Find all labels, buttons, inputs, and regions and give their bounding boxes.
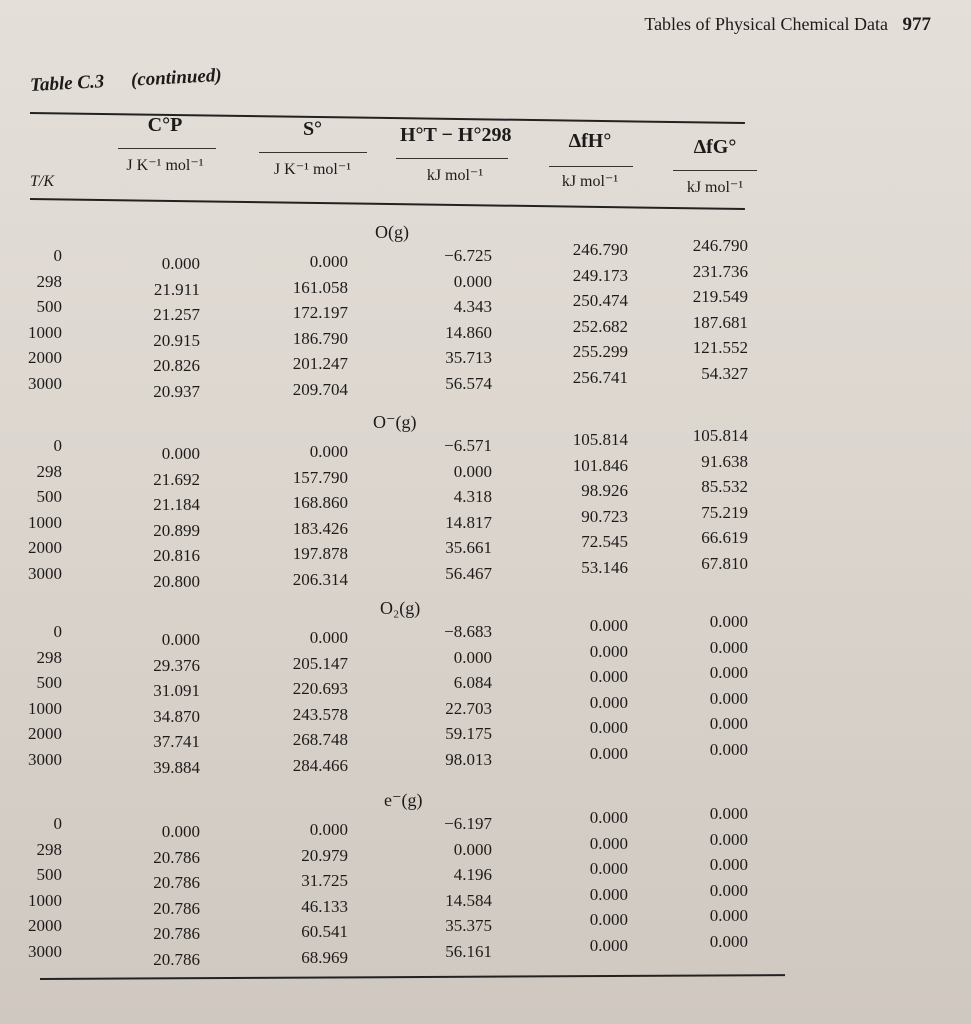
cell-enthalpy-increment: 0.000 bbox=[453, 461, 492, 481]
cell-gibbs-formation: 0.000 bbox=[709, 931, 748, 951]
cell-heat-capacity: 20.800 bbox=[153, 571, 200, 591]
cell-entropy: 201.247 bbox=[292, 354, 348, 373]
cell-gibbs-formation: 91.638 bbox=[701, 451, 748, 471]
running-head-title: Tables of Physical Chemical Data bbox=[644, 14, 888, 34]
cell-temperature: 298 bbox=[36, 461, 62, 481]
cell-heat-capacity: 20.786 bbox=[153, 847, 200, 867]
cell-temperature: 1000 bbox=[28, 322, 62, 342]
cell-temperature: 3000 bbox=[28, 941, 62, 961]
cell-temperature: 0 bbox=[53, 622, 62, 641]
cell-gibbs-formation: 0.000 bbox=[709, 714, 748, 733]
cell-enthalpy-formation: 90.723 bbox=[581, 506, 628, 526]
cell-temperature: 0 bbox=[53, 814, 62, 833]
cell-entropy: 197.878 bbox=[292, 544, 348, 563]
header-entropy-unit: J K⁻¹ mol⁻¹ bbox=[273, 161, 352, 178]
species-label: O(g) bbox=[375, 222, 409, 242]
header-heat-capacity-unit: J K⁻¹ mol⁻¹ bbox=[126, 157, 204, 174]
cell-temperature: 2000 bbox=[28, 538, 62, 557]
cell-gibbs-formation: 0.000 bbox=[709, 906, 748, 925]
cell-entropy: 0.000 bbox=[309, 252, 348, 271]
cell-entropy: 168.860 bbox=[292, 493, 348, 512]
cell-temperature: 1000 bbox=[28, 512, 62, 532]
species-label: e⁻(g) bbox=[384, 790, 423, 810]
cell-entropy: 220.693 bbox=[292, 679, 348, 698]
cell-temperature: 3000 bbox=[28, 749, 62, 769]
cell-enthalpy-formation: 249.173 bbox=[572, 265, 628, 285]
cell-enthalpy-formation: 0.000 bbox=[589, 667, 628, 686]
cell-gibbs-formation: 66.619 bbox=[701, 528, 748, 547]
cell-entropy: 172.197 bbox=[292, 303, 348, 322]
cell-gibbs-formation: 219.549 bbox=[692, 287, 748, 306]
cell-enthalpy-formation: 255.299 bbox=[572, 342, 628, 361]
species-label: O⁻(g) bbox=[373, 412, 417, 432]
cell-temperature: 3000 bbox=[28, 373, 62, 393]
cell-enthalpy-increment: 56.467 bbox=[445, 563, 492, 583]
cell-heat-capacity: 20.786 bbox=[153, 898, 200, 918]
cell-temperature: 3000 bbox=[28, 563, 62, 583]
cell-heat-capacity: 20.786 bbox=[153, 949, 200, 969]
table-header-rule bbox=[30, 198, 745, 210]
cell-gibbs-formation: 0.000 bbox=[709, 829, 748, 849]
cell-temperature: 298 bbox=[36, 647, 62, 667]
cell-heat-capacity: 39.884 bbox=[153, 757, 200, 777]
cell-gibbs-formation: 85.532 bbox=[701, 477, 748, 496]
cell-enthalpy-increment: 0.000 bbox=[453, 839, 492, 859]
cell-entropy: 0.000 bbox=[309, 628, 348, 647]
cell-entropy: 186.790 bbox=[292, 328, 348, 348]
cell-temperature: 500 bbox=[36, 297, 62, 316]
table-continued: (continued) bbox=[130, 64, 223, 91]
cell-enthalpy-increment: 56.574 bbox=[445, 373, 492, 393]
cell-enthalpy-formation: 0.000 bbox=[589, 641, 628, 661]
cell-heat-capacity: 21.911 bbox=[153, 279, 200, 299]
cell-heat-capacity: 20.899 bbox=[153, 520, 200, 540]
cell-temperature: 298 bbox=[36, 839, 62, 859]
cell-enthalpy-formation: 0.000 bbox=[589, 859, 628, 878]
cell-temperature: 500 bbox=[36, 865, 62, 884]
cell-entropy: 157.790 bbox=[292, 467, 348, 487]
cell-enthalpy-formation: 0.000 bbox=[589, 935, 628, 955]
header-enthalpy-formation-unit: kJ mol⁻¹ bbox=[561, 173, 619, 190]
cell-gibbs-formation: 0.000 bbox=[709, 880, 748, 900]
cell-heat-capacity: 20.937 bbox=[153, 381, 200, 401]
cell-entropy: 161.058 bbox=[292, 277, 348, 297]
cell-heat-capacity: 34.870 bbox=[153, 706, 200, 726]
cell-enthalpy-increment: −6.571 bbox=[444, 436, 492, 455]
cell-gibbs-formation: 0.000 bbox=[709, 804, 748, 823]
cell-enthalpy-formation: 252.682 bbox=[572, 316, 628, 336]
cell-gibbs-formation: 75.219 bbox=[701, 502, 748, 522]
cell-enthalpy-increment: 35.713 bbox=[445, 348, 492, 367]
cell-entropy: 68.969 bbox=[301, 947, 348, 967]
cell-heat-capacity: 20.915 bbox=[153, 330, 200, 350]
cell-heat-capacity: 21.692 bbox=[153, 469, 200, 489]
cell-entropy: 60.541 bbox=[301, 922, 348, 941]
cell-enthalpy-increment: 14.584 bbox=[445, 890, 492, 910]
cell-entropy: 0.000 bbox=[309, 442, 348, 461]
cell-entropy: 183.426 bbox=[292, 518, 348, 538]
cell-enthalpy-formation: 0.000 bbox=[589, 718, 628, 737]
cell-enthalpy-formation: 250.474 bbox=[572, 291, 628, 310]
cell-enthalpy-formation: 0.000 bbox=[589, 884, 628, 904]
cell-enthalpy-formation: 105.814 bbox=[572, 430, 628, 449]
running-head bbox=[644, 14, 931, 36]
header-gibbs-formation-symbol: ΔfG° bbox=[693, 136, 737, 158]
header-enthalpy-formation-symbol: ΔfH° bbox=[568, 130, 612, 152]
cell-gibbs-formation: 105.814 bbox=[692, 426, 748, 445]
cell-temperature: 0 bbox=[53, 246, 62, 265]
cell-enthalpy-formation: 246.790 bbox=[572, 240, 628, 259]
cell-enthalpy-increment: 6.084 bbox=[453, 673, 492, 692]
cell-enthalpy-formation: 0.000 bbox=[589, 833, 628, 853]
header-heat-capacity bbox=[100, 114, 230, 175]
header-enthalpy-increment bbox=[400, 124, 510, 185]
cell-enthalpy-increment: 4.343 bbox=[453, 297, 492, 316]
cell-gibbs-formation: 0.000 bbox=[709, 612, 748, 631]
header-enthalpy-increment-symbol: H°T − H°298 bbox=[400, 124, 512, 146]
cell-enthalpy-increment: 14.817 bbox=[445, 512, 492, 532]
cell-enthalpy-increment: 0.000 bbox=[453, 647, 492, 667]
cell-enthalpy-increment: 0.000 bbox=[453, 271, 492, 291]
table-label: Table C.3 bbox=[29, 71, 105, 97]
cell-gibbs-formation: 0.000 bbox=[709, 739, 748, 759]
cell-temperature: 1000 bbox=[28, 698, 62, 718]
cell-enthalpy-formation: 0.000 bbox=[589, 692, 628, 712]
cell-enthalpy-increment: 4.196 bbox=[453, 865, 492, 884]
cell-enthalpy-increment: 56.161 bbox=[445, 941, 492, 961]
cell-entropy: 206.314 bbox=[292, 569, 348, 589]
cell-gibbs-formation: 246.790 bbox=[692, 236, 748, 255]
cell-gibbs-formation: 67.810 bbox=[701, 553, 748, 573]
cell-enthalpy-increment: 35.661 bbox=[445, 538, 492, 557]
cell-gibbs-formation: 187.681 bbox=[692, 312, 748, 332]
cell-heat-capacity: 21.184 bbox=[153, 495, 200, 514]
cell-enthalpy-increment: 35.375 bbox=[445, 916, 492, 935]
cell-enthalpy-increment: −6.725 bbox=[444, 246, 492, 265]
cell-enthalpy-formation: 72.545 bbox=[581, 532, 628, 551]
header-heat-capacity-symbol: C°P bbox=[147, 114, 183, 136]
cell-entropy: 20.979 bbox=[301, 845, 348, 865]
cell-entropy: 243.578 bbox=[292, 704, 348, 724]
cell-enthalpy-increment: −6.197 bbox=[444, 814, 492, 833]
cell-entropy: 31.725 bbox=[301, 871, 348, 890]
cell-heat-capacity: 37.741 bbox=[153, 732, 200, 751]
cell-enthalpy-formation: 0.000 bbox=[589, 743, 628, 763]
page-number: 977 bbox=[902, 14, 931, 35]
cell-entropy: 284.466 bbox=[292, 755, 348, 775]
cell-heat-capacity: 20.816 bbox=[153, 546, 200, 565]
header-gibbs-formation bbox=[665, 136, 765, 197]
cell-heat-capacity: 20.826 bbox=[153, 356, 200, 375]
cell-enthalpy-formation: 0.000 bbox=[589, 616, 628, 635]
cell-gibbs-formation: 54.327 bbox=[701, 363, 748, 383]
cell-enthalpy-increment: 4.318 bbox=[453, 487, 492, 506]
header-enthalpy-formation bbox=[535, 130, 645, 191]
cell-temperature: 298 bbox=[36, 271, 62, 291]
cell-enthalpy-formation: 101.846 bbox=[572, 455, 628, 475]
cell-enthalpy-increment: 98.013 bbox=[445, 749, 492, 769]
cell-entropy: 46.133 bbox=[301, 896, 348, 916]
cell-enthalpy-formation: 256.741 bbox=[572, 367, 628, 387]
header-gibbs-formation-unit: kJ mol⁻¹ bbox=[686, 179, 744, 196]
cell-temperature: 0 bbox=[53, 436, 62, 455]
cell-enthalpy-formation: 0.000 bbox=[589, 910, 628, 929]
cell-temperature: 500 bbox=[36, 673, 62, 692]
header-entropy bbox=[255, 118, 370, 179]
cell-enthalpy-increment: 14.860 bbox=[445, 322, 492, 342]
cell-gibbs-formation: 0.000 bbox=[709, 637, 748, 657]
table-title bbox=[30, 65, 223, 97]
cell-heat-capacity: 0.000 bbox=[161, 822, 200, 841]
cell-heat-capacity: 21.257 bbox=[153, 305, 200, 324]
cell-heat-capacity: 29.376 bbox=[153, 655, 200, 675]
cell-heat-capacity: 31.091 bbox=[153, 681, 200, 700]
cell-enthalpy-increment: −8.683 bbox=[444, 622, 492, 641]
cell-enthalpy-formation: 53.146 bbox=[581, 557, 628, 577]
header-temperature: T/K bbox=[30, 173, 55, 190]
cell-temperature: 2000 bbox=[28, 348, 62, 367]
cell-entropy: 0.000 bbox=[309, 820, 348, 839]
cell-temperature: 1000 bbox=[28, 890, 62, 910]
cell-temperature: 2000 bbox=[28, 916, 62, 935]
cell-enthalpy-increment: 22.703 bbox=[445, 698, 492, 718]
cell-gibbs-formation: 121.552 bbox=[692, 338, 748, 357]
cell-gibbs-formation: 0.000 bbox=[709, 663, 748, 682]
cell-enthalpy-formation: 0.000 bbox=[589, 808, 628, 827]
cell-entropy: 209.704 bbox=[292, 379, 348, 399]
cell-entropy: 268.748 bbox=[292, 730, 348, 749]
cell-gibbs-formation: 231.736 bbox=[692, 261, 748, 281]
species-label: O₂(g) bbox=[380, 598, 421, 618]
cell-enthalpy-increment: 59.175 bbox=[445, 724, 492, 743]
cell-heat-capacity: 20.786 bbox=[153, 924, 200, 943]
header-enthalpy-increment-unit: kJ mol⁻¹ bbox=[426, 167, 484, 184]
header-entropy-symbol: S° bbox=[302, 118, 323, 140]
table-bottom-rule bbox=[40, 974, 785, 980]
cell-heat-capacity: 20.786 bbox=[153, 873, 200, 892]
cell-enthalpy-formation: 98.926 bbox=[581, 481, 628, 500]
cell-heat-capacity: 0.000 bbox=[161, 254, 200, 273]
cell-gibbs-formation: 0.000 bbox=[709, 688, 748, 708]
cell-gibbs-formation: 0.000 bbox=[709, 855, 748, 874]
cell-entropy: 205.147 bbox=[292, 653, 348, 673]
cell-temperature: 500 bbox=[36, 487, 62, 506]
cell-heat-capacity: 0.000 bbox=[161, 630, 200, 649]
cell-temperature: 2000 bbox=[28, 724, 62, 743]
cell-heat-capacity: 0.000 bbox=[161, 444, 200, 463]
